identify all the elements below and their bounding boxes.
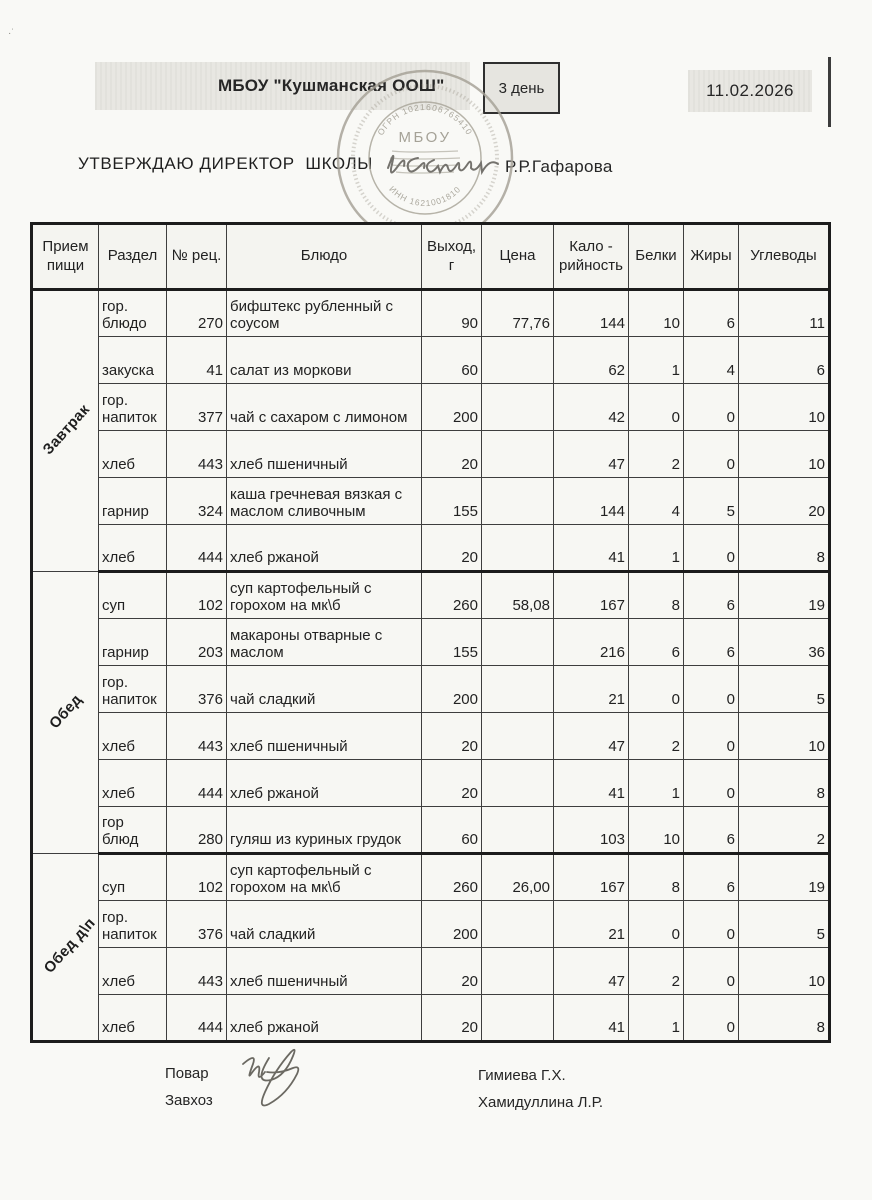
cell-razdel: гор. напиток: [99, 901, 167, 948]
cell-fat: 6: [684, 572, 739, 619]
cell-carbs: 10: [739, 948, 830, 995]
cell-protein: 1: [629, 337, 684, 384]
cell-protein: 0: [629, 901, 684, 948]
cell-razdel: хлеб: [99, 713, 167, 760]
cell-rec: 376: [167, 666, 227, 713]
cell-fat: 0: [684, 431, 739, 478]
menu-row: [32, 807, 830, 854]
cell-out: 90: [422, 290, 482, 337]
cell-kcal: 216: [554, 619, 629, 666]
footer-roles: [165, 1060, 213, 1114]
cell-fat: 0: [684, 713, 739, 760]
cell-protein: 10: [629, 807, 684, 854]
cell-price: [482, 901, 554, 948]
cell-rec: 102: [167, 572, 227, 619]
cell-fat: 5: [684, 478, 739, 525]
menu-row: [32, 525, 830, 572]
meal-label: Обед: [45, 690, 85, 732]
cell-kcal: 21: [554, 666, 629, 713]
col-header-razdel: Раздел: [99, 224, 167, 290]
col-header-dish: Блюдо: [227, 224, 422, 290]
cell-razdel: хлеб: [99, 431, 167, 478]
cell-out: 20: [422, 760, 482, 807]
cell-razdel: хлеб: [99, 525, 167, 572]
cell-rec: 376: [167, 901, 227, 948]
cell-dish: хлеб пшеничный: [227, 713, 422, 760]
role-cook: Повар: [165, 1065, 209, 1082]
menu-row: [32, 854, 830, 901]
cell-protein: 2: [629, 948, 684, 995]
cell-price: [482, 431, 554, 478]
cell-out: 260: [422, 854, 482, 901]
cell-price: [482, 525, 554, 572]
cell-dish: хлеб ржаной: [227, 995, 422, 1042]
cell-protein: 2: [629, 431, 684, 478]
cell-kcal: 103: [554, 807, 629, 854]
meal-label-cell: [32, 854, 99, 1042]
cell-carbs: 8: [739, 760, 830, 807]
cell-kcal: 47: [554, 431, 629, 478]
stamp-inn-text: ИНН 1621001810: [387, 183, 463, 209]
col-header-kcal: Кало - рийность: [554, 224, 629, 290]
cell-out: 20: [422, 948, 482, 995]
menu-row: [32, 619, 830, 666]
cell-rec: 443: [167, 431, 227, 478]
cell-price: 77,76: [482, 290, 554, 337]
cell-fat: 0: [684, 760, 739, 807]
day-badge-label: 3 день: [498, 79, 545, 97]
cell-kcal: 47: [554, 713, 629, 760]
approve-line: УТВЕРЖДАЮ ДИРЕКТОР ШКОЛЫ: [78, 154, 373, 173]
meal-label-cell: [32, 290, 99, 572]
scan-edge-artifact: [828, 57, 831, 127]
cell-protein: 0: [629, 384, 684, 431]
cell-fat: 0: [684, 384, 739, 431]
cell-out: 20: [422, 525, 482, 572]
cell-fat: 6: [684, 619, 739, 666]
cell-fat: 0: [684, 901, 739, 948]
menu-row: [32, 431, 830, 478]
stamp-ogrn-text: ОГРН 1021606765410: [375, 101, 475, 138]
cell-carbs: 19: [739, 572, 830, 619]
col-header-fat: Жиры: [684, 224, 739, 290]
cell-carbs: 11: [739, 290, 830, 337]
cell-carbs: 10: [739, 431, 830, 478]
col-header-carbs: Углеводы: [739, 224, 830, 290]
col-header-meal: Прием пищи: [32, 224, 99, 290]
cell-kcal: 41: [554, 760, 629, 807]
cell-carbs: 10: [739, 384, 830, 431]
date-cell: [688, 70, 812, 112]
cell-rec: 102: [167, 854, 227, 901]
cell-rec: 444: [167, 995, 227, 1042]
cell-kcal: 144: [554, 290, 629, 337]
cell-protein: 1: [629, 995, 684, 1042]
cell-kcal: 167: [554, 854, 629, 901]
cell-carbs: 2: [739, 807, 830, 854]
cell-carbs: 5: [739, 901, 830, 948]
cook-name: Гимиева Г.Х.: [478, 1067, 566, 1084]
cell-dish: хлеб пшеничный: [227, 431, 422, 478]
cell-price: [482, 478, 554, 525]
cell-dish: чай сладкий: [227, 901, 422, 948]
supply-manager-name: Хамидуллина Л.Р.: [478, 1094, 603, 1111]
cell-dish: чай сладкий: [227, 666, 422, 713]
cell-carbs: 6: [739, 337, 830, 384]
cell-dish: хлеб ржаной: [227, 760, 422, 807]
cell-fat: 0: [684, 948, 739, 995]
cell-protein: 2: [629, 713, 684, 760]
cell-fat: 0: [684, 666, 739, 713]
cell-razdel: гор. блюдо: [99, 290, 167, 337]
cell-out: 200: [422, 901, 482, 948]
director-name: Р.Р.Гафарова: [505, 157, 613, 176]
cell-rec: 280: [167, 807, 227, 854]
cell-price: 58,08: [482, 572, 554, 619]
menu-row: [32, 290, 830, 337]
cell-rec: 443: [167, 948, 227, 995]
cell-dish: суп картофельный с горохом на мк\б: [227, 854, 422, 901]
cell-kcal: 42: [554, 384, 629, 431]
cell-out: 200: [422, 666, 482, 713]
cell-razdel: гарнир: [99, 478, 167, 525]
cell-razdel: гор блюд: [99, 807, 167, 854]
menu-row: [32, 666, 830, 713]
cell-razdel: хлеб: [99, 948, 167, 995]
cell-carbs: 19: [739, 854, 830, 901]
cell-kcal: 41: [554, 995, 629, 1042]
menu-row: [32, 713, 830, 760]
meal-label: Завтрак: [39, 401, 94, 459]
cell-dish: хлеб пшеничный: [227, 948, 422, 995]
cell-carbs: 20: [739, 478, 830, 525]
cell-kcal: 167: [554, 572, 629, 619]
cell-carbs: 8: [739, 525, 830, 572]
header-row: [32, 224, 830, 290]
cell-out: 200: [422, 384, 482, 431]
menu-row: [32, 337, 830, 384]
menu-row: [32, 572, 830, 619]
cell-dish: гуляш из куриных грудок: [227, 807, 422, 854]
cell-carbs: 5: [739, 666, 830, 713]
cell-fat: 6: [684, 290, 739, 337]
cell-carbs: 36: [739, 619, 830, 666]
cell-razdel: гор. напиток: [99, 666, 167, 713]
cell-rec: 443: [167, 713, 227, 760]
cell-fat: 4: [684, 337, 739, 384]
cook-signature: [225, 1042, 355, 1120]
cell-razdel: гарнир: [99, 619, 167, 666]
svg-text:ИНН 1621001810: [387, 184, 463, 208]
cell-fat: 0: [684, 525, 739, 572]
cell-kcal: 21: [554, 901, 629, 948]
cell-protein: 1: [629, 525, 684, 572]
cell-protein: 6: [629, 619, 684, 666]
cell-out: 60: [422, 337, 482, 384]
menu-table-body: [32, 290, 830, 1042]
cell-price: [482, 337, 554, 384]
cell-price: [482, 384, 554, 431]
scan-speck-artifact: ·˙: [8, 28, 15, 39]
cell-protein: 8: [629, 854, 684, 901]
cell-dish: макароны отварные с маслом: [227, 619, 422, 666]
menu-row: [32, 760, 830, 807]
cell-dish: чай с сахаром с лимоном: [227, 384, 422, 431]
col-header-out: Выход, г: [422, 224, 482, 290]
cell-rec: 324: [167, 478, 227, 525]
menu-row: [32, 384, 830, 431]
stamp-center-text: МБОУ: [398, 129, 452, 146]
cell-price: [482, 713, 554, 760]
cell-dish: хлеб ржаной: [227, 525, 422, 572]
cell-kcal: 144: [554, 478, 629, 525]
school-title: МБОУ "Кушманская ООШ": [218, 76, 445, 95]
cell-razdel: хлеб: [99, 760, 167, 807]
cell-rec: 270: [167, 290, 227, 337]
cell-protein: 1: [629, 760, 684, 807]
cell-protein: 10: [629, 290, 684, 337]
col-header-protein: Белки: [629, 224, 684, 290]
cell-out: 260: [422, 572, 482, 619]
cell-price: [482, 666, 554, 713]
cell-fat: 0: [684, 995, 739, 1042]
cell-dish: бифштекс рубленный с соусом: [227, 290, 422, 337]
meal-label: Обед д\п: [40, 914, 99, 977]
cell-protein: 8: [629, 572, 684, 619]
cell-rec: 377: [167, 384, 227, 431]
cell-out: 60: [422, 807, 482, 854]
cell-price: [482, 619, 554, 666]
role-supply-manager: Завхоз: [165, 1092, 213, 1109]
cell-protein: 0: [629, 666, 684, 713]
cell-kcal: 41: [554, 525, 629, 572]
cell-fat: 6: [684, 807, 739, 854]
cell-kcal: 62: [554, 337, 629, 384]
menu-row: [32, 901, 830, 948]
cell-price: 26,00: [482, 854, 554, 901]
menu-row: [32, 948, 830, 995]
cell-carbs: 10: [739, 713, 830, 760]
cell-out: 155: [422, 619, 482, 666]
cell-price: [482, 948, 554, 995]
cell-dish: салат из моркови: [227, 337, 422, 384]
cell-dish: каша гречневая вязкая с маслом сливочным: [227, 478, 422, 525]
cell-price: [482, 807, 554, 854]
col-header-price: Цена: [482, 224, 554, 290]
cell-rec: 203: [167, 619, 227, 666]
stamp-outer-ring: [338, 71, 512, 245]
cell-price: [482, 760, 554, 807]
footer-names: [478, 1062, 603, 1116]
menu-row: [32, 995, 830, 1042]
col-header-rec: № рец.: [167, 224, 227, 290]
menu-row: [32, 478, 830, 525]
cell-razdel: хлеб: [99, 995, 167, 1042]
cell-protein: 4: [629, 478, 684, 525]
cell-price: [482, 995, 554, 1042]
cell-rec: 444: [167, 760, 227, 807]
cell-razdel: гор. напиток: [99, 384, 167, 431]
cell-dish: суп картофельный с горохом на мк\б: [227, 572, 422, 619]
cell-fat: 6: [684, 854, 739, 901]
cell-razdel: закуска: [99, 337, 167, 384]
cell-carbs: 8: [739, 995, 830, 1042]
cell-out: 20: [422, 713, 482, 760]
cell-rec: 444: [167, 525, 227, 572]
cell-kcal: 47: [554, 948, 629, 995]
cell-razdel: суп: [99, 572, 167, 619]
meal-label-cell: [32, 572, 99, 854]
cell-rec: 41: [167, 337, 227, 384]
cell-out: 20: [422, 431, 482, 478]
cell-out: 20: [422, 995, 482, 1042]
date-value: 11.02.2026: [706, 81, 794, 100]
menu-table: [30, 222, 831, 1043]
cell-razdel: суп: [99, 854, 167, 901]
cell-out: 155: [422, 478, 482, 525]
